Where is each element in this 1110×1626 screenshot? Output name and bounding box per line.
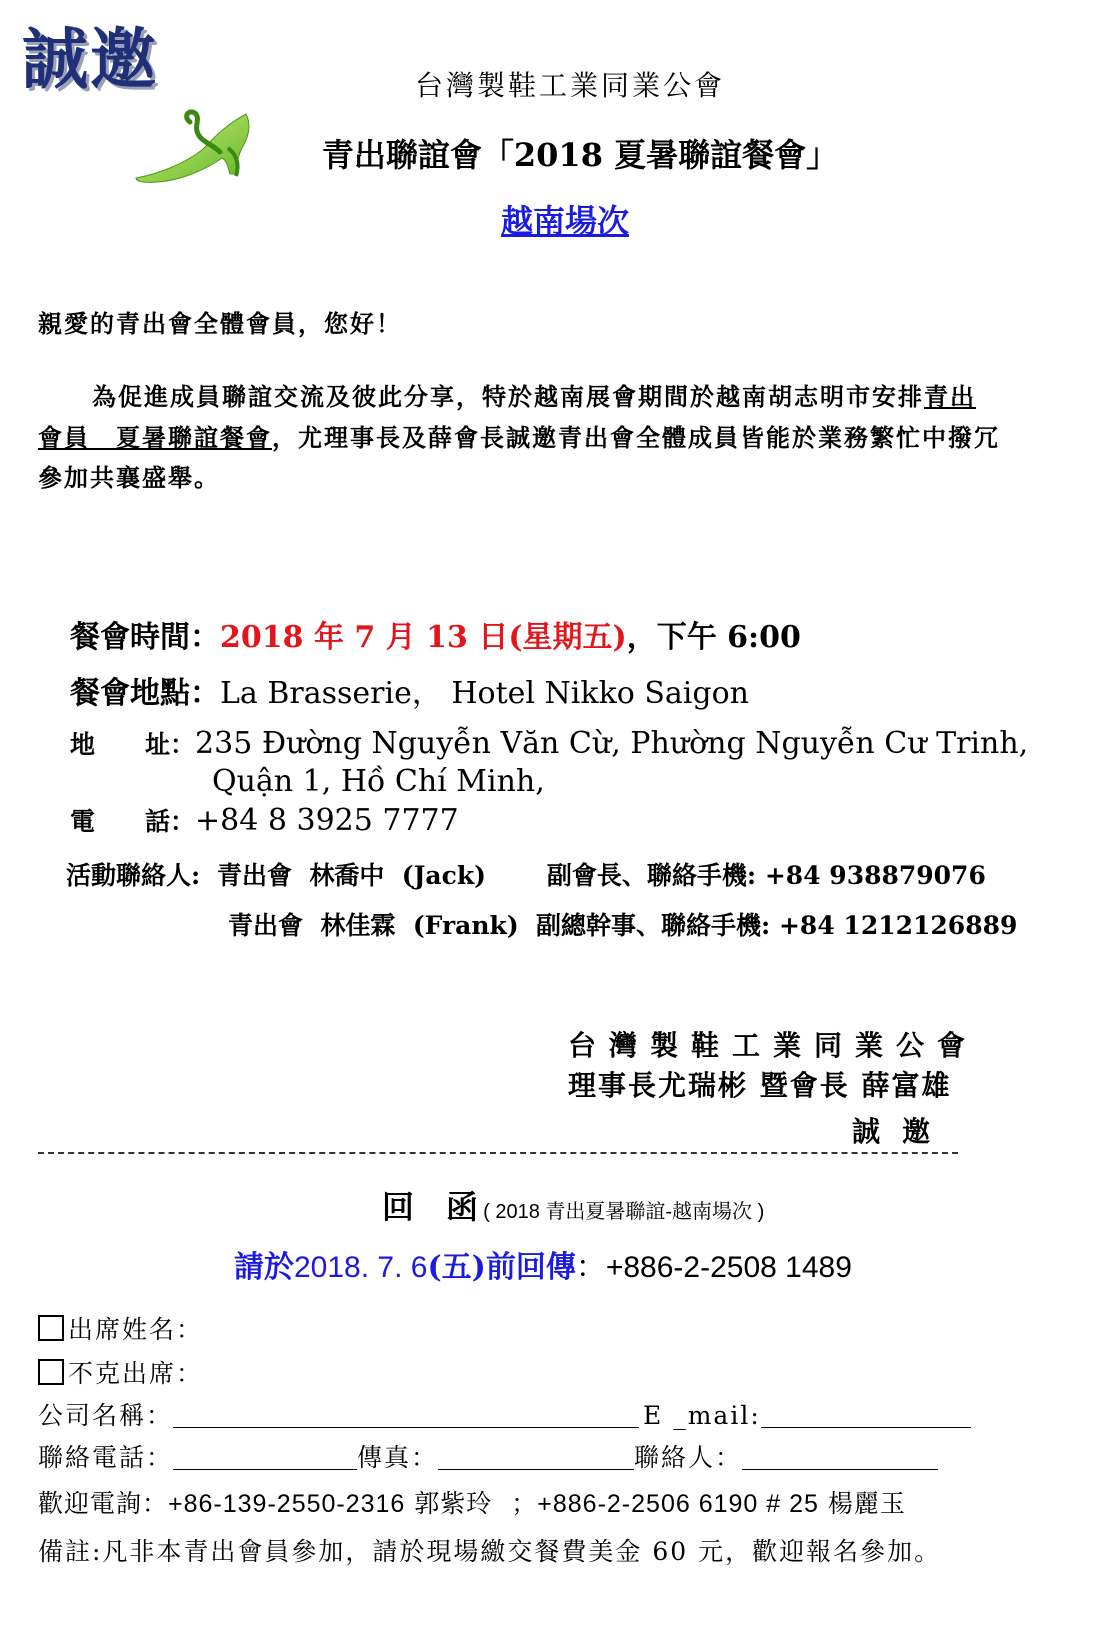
inquiry-row: [38, 1484, 906, 1520]
time-suffix: ，下午 6:00: [626, 620, 801, 655]
fee-note: 備註:凡非本青出會員參加，請於現場繳交餐費美金 60 元，歡迎報名參加。: [38, 1537, 942, 1566]
contact-person-label: 聯絡人：: [634, 1443, 743, 1472]
inquiry-phone-2: ；+886-2-2506 6190 # 25: [511, 1490, 819, 1518]
body-line-2: [38, 418, 1000, 453]
contact-row-2: 青出會 林佳霖 (Frank) 副總幹事、聯絡手機: +84 1212126889: [228, 911, 1018, 940]
email-label: E _mail:: [643, 1401, 761, 1430]
signature-org: 台灣製鞋工業同業公會: [568, 1029, 979, 1062]
deadline-date: 2018. 7. 6: [294, 1251, 428, 1284]
reply-fax: ：+886-2-2508 1489: [575, 1251, 852, 1284]
body-line-1: [92, 377, 976, 412]
body-line-3: 參加共襄盛舉。: [38, 463, 220, 492]
phone-form-label: 聯絡電話：: [38, 1443, 174, 1472]
cut-line-divider: [38, 1152, 958, 1154]
email-input[interactable]: [761, 1403, 971, 1428]
deadline-a: 請於: [234, 1250, 294, 1285]
fax-input[interactable]: [438, 1445, 634, 1470]
absent-checkbox[interactable]: [38, 1359, 64, 1385]
venue-subtitle: [0, 196, 1110, 242]
place-value: La Brasserie， Hotel Nikko Saigon: [220, 676, 749, 711]
event-place-row: [70, 668, 749, 712]
address-line-2: Quận 1, Hồ Chí Minh,: [212, 764, 545, 799]
place-label: 餐會地點：: [70, 676, 220, 711]
venue-text: 越南場次: [500, 202, 629, 240]
company-label: 公司名稱：: [38, 1401, 174, 1430]
body-underline-2: 會員 夏暑聯誼餐會: [38, 423, 272, 452]
event-time-row: [70, 612, 801, 656]
inquiry-name-2: 楊麗玉: [827, 1489, 906, 1518]
contact-person-input[interactable]: [742, 1445, 938, 1470]
contact-1: 青出會 林喬中 (Jack) 副會長、聯絡手機: +84 938879076: [216, 861, 986, 890]
phone-input[interactable]: [173, 1445, 357, 1470]
organization-name: 台灣製鞋工業同業公會: [414, 69, 725, 102]
attend-row: [38, 1310, 203, 1346]
inquiry-name-1: 郭紫玲: [414, 1489, 493, 1518]
phone-row: [70, 802, 459, 838]
address-line-1: 235 Đường Nguyễn Văn Cừ, Phường Nguyễn Cư Trinh,: [195, 726, 1029, 761]
address-row: [70, 725, 1028, 761]
body-pre: 為促進成員聯誼交流及彼此分享，特於越南展會期間於越南胡志明市安排: [92, 382, 924, 411]
body-underline-1: 青出: [924, 382, 976, 411]
event-title: 青出聯誼會「2018 夏暑聯誼餐會」: [321, 136, 839, 174]
signature-closing: 誠邀: [852, 1115, 953, 1148]
contact-row-1: [66, 856, 986, 892]
absent-label: 不克出席：: [68, 1359, 204, 1388]
reply-deadline: [234, 1242, 852, 1286]
company-input[interactable]: [173, 1403, 639, 1428]
invitation-badge: 誠邀: [22, 20, 158, 98]
phone-form-row: [38, 1438, 938, 1474]
phone-label: 電 話：: [70, 807, 196, 836]
phone-value: +84 8 3925 7777: [195, 803, 459, 838]
address-label: 地 址：: [70, 730, 196, 759]
company-row: [38, 1396, 971, 1432]
reply-heading: [382, 1182, 764, 1228]
attend-label: 出席姓名：: [68, 1315, 204, 1344]
deadline-weekday: (五): [427, 1250, 486, 1285]
time-value: 2018 年 7 月 13 日(星期五): [220, 620, 627, 655]
time-label: 餐會時間：: [70, 620, 220, 655]
fax-form-label: 傳真：: [357, 1443, 439, 1472]
absent-row: [38, 1354, 203, 1390]
signature-names: 理事長尤瑞彬 暨會長 薛富雄: [568, 1069, 952, 1102]
contact-label: 活動聯絡人:: [66, 861, 201, 890]
attend-checkbox[interactable]: [38, 1315, 64, 1341]
reply-title: 回 函: [382, 1188, 479, 1226]
greeting: 親愛的青出會全體會員，您好！: [38, 309, 402, 338]
inquiry-phone-1: +86-139-2550-2316: [168, 1490, 406, 1518]
inquiry-label: 歡迎電詢：: [38, 1489, 169, 1518]
body-post1: ，尤理事長及薛會長誠邀青出會全體成員皆能於業務繁忙中撥冗: [272, 423, 1000, 452]
reply-subtitle: ( 2018 青出夏暑聯誼-越南場次 ): [483, 1201, 765, 1223]
deadline-d: 前回傳: [485, 1250, 576, 1285]
